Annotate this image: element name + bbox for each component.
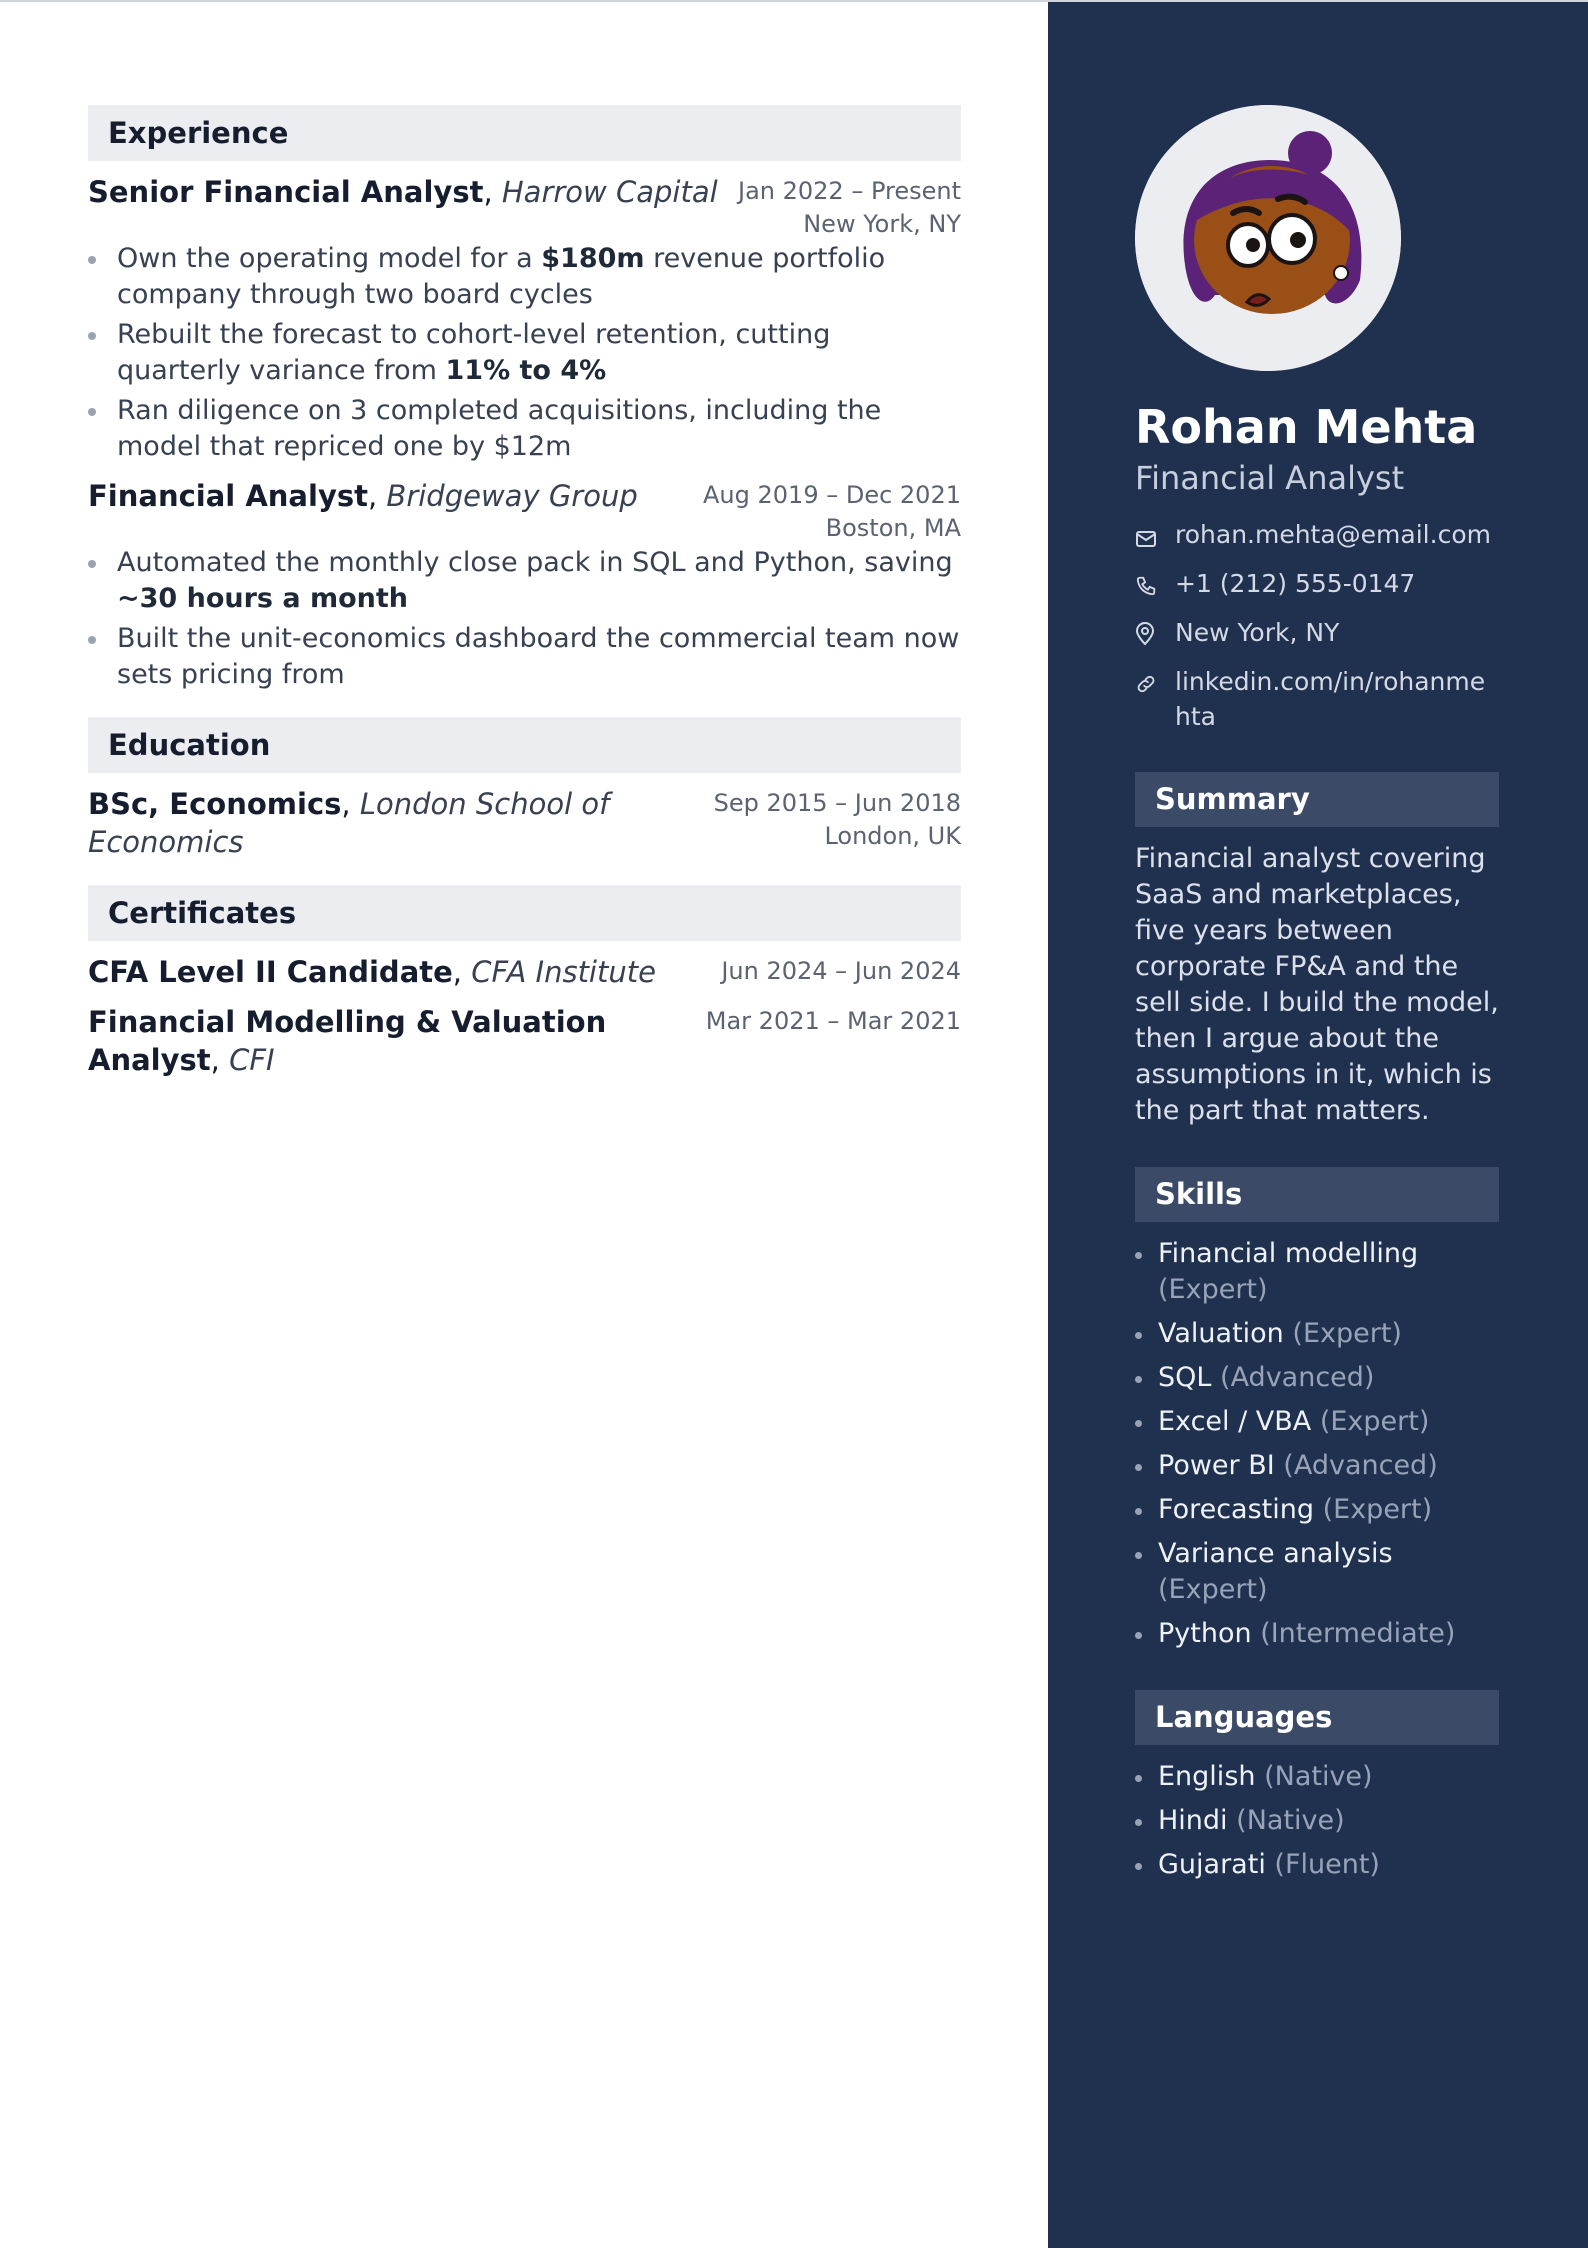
skill-item xyxy=(1135,1316,1499,1352)
bullet-dot xyxy=(88,636,96,644)
job-title: Senior Financial Analyst, Harrow Capital xyxy=(88,175,718,209)
avatar xyxy=(1135,105,1401,371)
school: London School of Economics xyxy=(88,787,610,859)
language-name: Gujarati xyxy=(1158,1849,1266,1880)
certificate-dates: Mar 2021 – Mar 2021 xyxy=(705,1007,961,1035)
skill-level: (Expert) xyxy=(1158,1574,1268,1605)
job-meta xyxy=(738,173,961,241)
list-item xyxy=(88,621,961,693)
bullet-dot xyxy=(88,408,96,416)
skills-list xyxy=(1135,1236,1499,1652)
certificate-title: CFA Level II Candidate, CFA Institute xyxy=(88,955,656,989)
contact-location xyxy=(1135,615,1499,655)
job-dates: Aug 2019 – Dec 2021 xyxy=(703,481,961,509)
education-title: BSc, Economics, London School of Economics xyxy=(88,787,610,859)
bullet-text: Rebuilt the forecast to cohort-level retention, cutting quarterly variance from xyxy=(117,319,831,386)
certificate-entry xyxy=(88,953,961,991)
language-name: Hindi xyxy=(1158,1805,1228,1836)
bullet-dot xyxy=(1135,1775,1142,1782)
bullet-highlight: ~30 hours a month xyxy=(117,583,409,614)
sidebar xyxy=(1048,2,1588,2248)
bullet-dot xyxy=(1135,1819,1142,1826)
bullet-text: Ran diligence on 3 completed acquisitions, including the model that repriced one by $12m xyxy=(117,395,882,462)
language-level: (Native) xyxy=(1236,1805,1345,1836)
job-bullets xyxy=(88,241,961,465)
bullet-dot xyxy=(1135,1508,1142,1515)
skill-item xyxy=(1135,1404,1499,1440)
bullet-highlight: 11% to 4% xyxy=(445,355,607,386)
bullet-dot xyxy=(88,256,96,264)
job-title: Financial Analyst, Bridgeway Group xyxy=(88,479,638,513)
skill-level: (Expert) xyxy=(1158,1274,1268,1305)
location-pin-icon xyxy=(1135,615,1175,655)
education-dates: Sep 2015 – Jun 2018 xyxy=(713,789,961,817)
skill-level: (Intermediate) xyxy=(1260,1618,1456,1649)
bullet-dot xyxy=(1135,1863,1142,1870)
skills-heading: Skills xyxy=(1135,1167,1499,1222)
list-item xyxy=(88,241,961,313)
languages-heading: Languages xyxy=(1135,1690,1499,1745)
summary-text: Financial analyst covering SaaS and marketplaces, five years between corporate FP&A and the sell side. I build the model, then I argue about the assumptions in it, which is the part that matters. xyxy=(1135,843,1499,1126)
skill-name: Power BI xyxy=(1158,1450,1275,1481)
bullet-dot xyxy=(1135,1332,1142,1339)
skill-level: (Expert) xyxy=(1292,1318,1402,1349)
job-dates: Jan 2022 – Present xyxy=(737,177,961,205)
skill-item xyxy=(1135,1360,1499,1396)
contact-text: New York, NY xyxy=(1175,618,1340,647)
link-icon xyxy=(1135,664,1175,704)
bullet-dot xyxy=(1135,1420,1142,1427)
bullet-dot xyxy=(1135,1632,1142,1639)
certificate-issuer: CFA Institute xyxy=(471,955,656,989)
skill-item xyxy=(1135,1492,1499,1528)
bullet-text: Built the unit-economics dashboard the commercial team now sets pricing from xyxy=(117,623,960,690)
education-heading: Education xyxy=(88,717,961,773)
certificate-name: CFA Level II Candidate xyxy=(88,955,453,989)
sidebar-content xyxy=(1135,397,1499,1891)
certificate-entry xyxy=(88,1003,961,1079)
skill-name: Python xyxy=(1158,1618,1252,1649)
skill-name: Variance analysis xyxy=(1158,1538,1393,1569)
language-level: (Native) xyxy=(1264,1761,1373,1792)
skill-item xyxy=(1135,1448,1499,1484)
skill-item xyxy=(1135,1236,1499,1308)
language-name: English xyxy=(1158,1761,1256,1792)
profile-name: Rohan Mehta xyxy=(1135,400,1478,454)
bullet-dot xyxy=(1135,1252,1142,1259)
bullet-dot xyxy=(1135,1376,1142,1383)
profile-title: Financial Analyst xyxy=(1135,459,1405,497)
bullet-dot xyxy=(1135,1552,1142,1559)
bullet-dot xyxy=(1135,1464,1142,1471)
contact-linkedin[interactable] xyxy=(1135,664,1499,734)
degree: BSc, Economics xyxy=(88,787,342,821)
job-entry xyxy=(88,173,961,465)
skill-level: (Advanced) xyxy=(1220,1362,1375,1393)
job-location: Boston, MA xyxy=(825,514,961,542)
job-bullets xyxy=(88,545,961,693)
education-entry xyxy=(88,785,961,861)
certificate-name: Financial Modelling & Valuation Analyst xyxy=(88,1005,607,1077)
skill-item xyxy=(1135,1616,1499,1652)
certificate-issuer: CFI xyxy=(229,1043,275,1077)
avatar-illustration xyxy=(1135,105,1401,371)
skill-item xyxy=(1135,1536,1499,1608)
job-company: Bridgeway Group xyxy=(386,479,638,513)
language-item xyxy=(1135,1803,1499,1839)
contact-phone[interactable] xyxy=(1135,566,1499,606)
skill-name: Valuation xyxy=(1158,1318,1284,1349)
skill-level: (Advanced) xyxy=(1283,1450,1438,1481)
list-item xyxy=(88,545,961,617)
bullet-text: Own the operating model for a xyxy=(117,243,542,274)
job-company: Harrow Capital xyxy=(501,175,718,209)
skill-level: (Expert) xyxy=(1322,1494,1433,1525)
phone-icon xyxy=(1135,566,1175,606)
job-meta xyxy=(703,477,961,545)
certificate-dates: Jun 2024 – Jun 2024 xyxy=(721,957,961,985)
skill-level: (Expert) xyxy=(1319,1406,1430,1437)
job-role: Senior Financial Analyst xyxy=(88,175,484,209)
bullet-text: revenue portfolio company through two board cycles xyxy=(117,243,886,310)
skill-name: SQL xyxy=(1158,1362,1212,1393)
main-column xyxy=(88,105,961,1091)
languages-list xyxy=(1135,1759,1499,1883)
education-location: London, UK xyxy=(824,822,961,850)
mail-icon xyxy=(1135,517,1175,557)
skill-name: Financial modelling xyxy=(1158,1238,1419,1269)
language-item xyxy=(1135,1759,1499,1795)
certificates-heading: Certificates xyxy=(88,885,961,941)
education-meta xyxy=(714,785,961,853)
summary-heading: Summary xyxy=(1135,772,1499,827)
bullet-text: Automated the monthly close pack in SQL and Python, saving xyxy=(117,547,953,578)
contact-text: +1 (212) 555-0147 xyxy=(1175,569,1416,598)
skill-name: Forecasting xyxy=(1158,1494,1315,1525)
bullet-highlight: $180m xyxy=(541,243,645,274)
contact-text: rohan.mehta@email.com xyxy=(1175,520,1491,549)
job-role: Financial Analyst xyxy=(88,479,368,513)
contact-text: linkedin.com/in/rohanmehta xyxy=(1175,667,1486,731)
skill-name: Excel / VBA xyxy=(1158,1406,1312,1437)
contact-email[interactable] xyxy=(1135,517,1499,557)
language-level: (Fluent) xyxy=(1274,1849,1380,1880)
experience-heading: Experience xyxy=(88,105,961,161)
bullet-dot xyxy=(88,332,96,340)
list-item xyxy=(88,317,961,389)
bullet-dot xyxy=(88,560,96,568)
list-item xyxy=(88,393,961,465)
job-entry xyxy=(88,477,961,693)
job-location: New York, NY xyxy=(803,210,961,238)
certificate-title: Financial Modelling & Valuation Analyst, CFI xyxy=(88,1005,607,1077)
language-item xyxy=(1135,1847,1499,1883)
